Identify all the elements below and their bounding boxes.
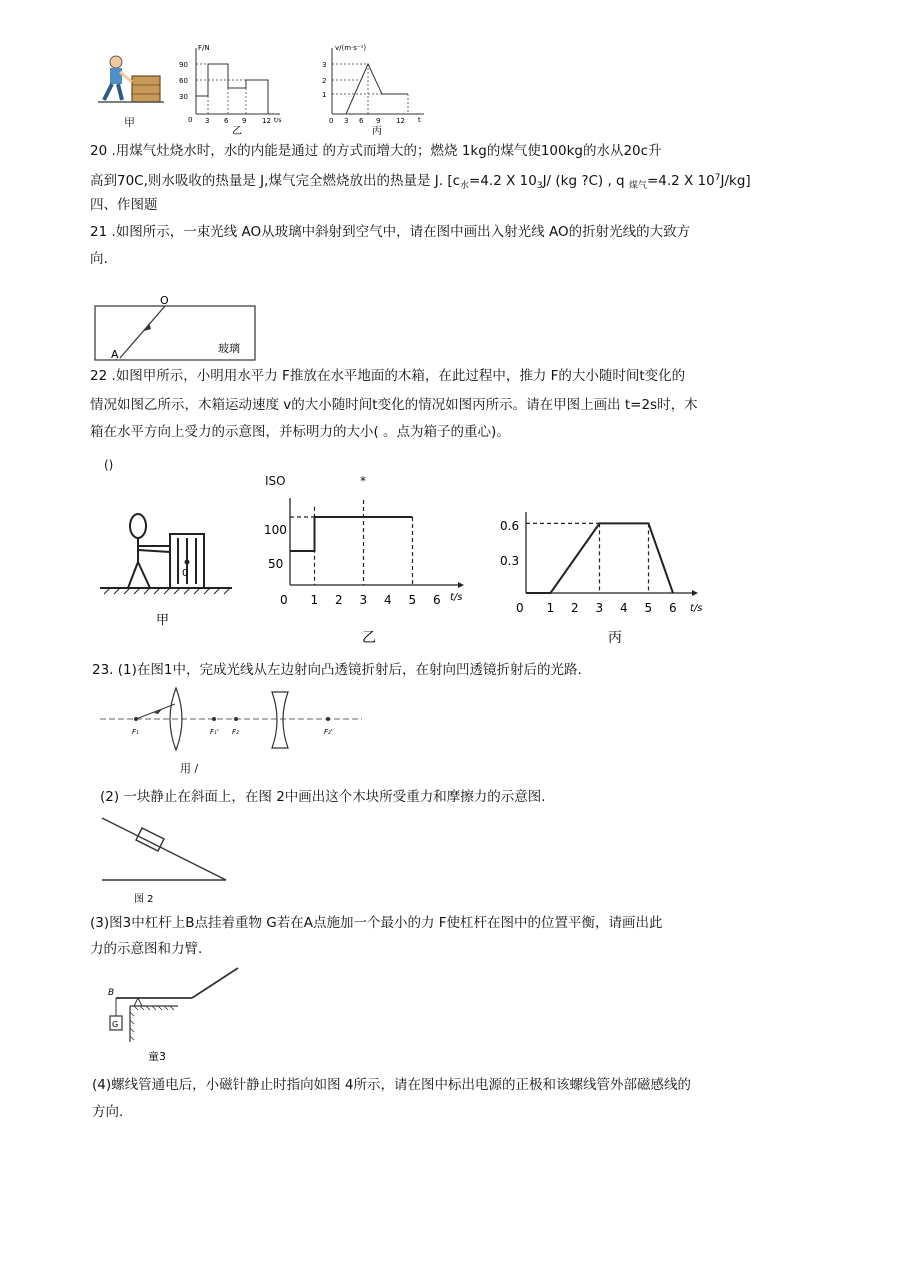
bing-xtick-3: 3 <box>595 601 604 615</box>
q22-figure-bing <box>496 508 726 658</box>
yi-small-xtick-6: 6 <box>224 117 229 125</box>
q22-caption-yi: 乙 <box>362 630 376 646</box>
yi-small-ytick-30: 30 <box>179 93 188 101</box>
lens-label-f2: F₂ <box>232 728 239 736</box>
section-heading: 四、作图题 <box>90 197 158 213</box>
bing-xtick-2: 2 <box>571 601 579 615</box>
bing-small-ytick-3: 3 <box>322 61 327 69</box>
top-figure-jia <box>96 50 166 130</box>
q23-part3-line2: 力的示意图和力臂. <box>90 941 203 957</box>
bing-small-xtick-12: 12 <box>396 117 405 125</box>
jia-caption: 甲 <box>124 116 135 129</box>
yi-ytick-100: 100 <box>264 523 287 537</box>
q23-figure1-caption: 用 / <box>180 762 199 775</box>
bing-small-xtick-3: 3 <box>344 117 349 125</box>
yi-xtick-6: 6 <box>433 593 441 607</box>
yi-small-xtick-9: 9 <box>242 117 247 125</box>
q22-line1: 22 .如图甲所示，小明用水平力 F推放在水平地面的木箱，在此过程中，推力 F的大小随时间t变化的 <box>90 368 686 384</box>
q21-line1: 21 .如图所示，一束光线 AO从玻璃中斜射到空气中，请在图中画出入射光线 AO的折射光线的大致方 <box>90 224 691 240</box>
yi-small-ylabel: F/N <box>198 44 210 52</box>
speed-time-chart <box>496 508 726 658</box>
speed-time-chart-small <box>318 42 438 137</box>
q22-caption-bing: 丙 <box>608 630 622 646</box>
q23-figure1-lenses <box>100 684 370 776</box>
yi-xtick-0: 0 <box>280 593 288 607</box>
bing-ytick-0.3: 0.3 <box>500 554 520 568</box>
yi-xtick-5: 5 <box>408 593 417 607</box>
lens-label-f1: F₁ <box>132 728 139 736</box>
q21-label-o: O <box>160 294 169 307</box>
bing-small-ylabel: v/(m·s⁻¹) <box>335 44 367 52</box>
q20-line2-a: 高到70C,则水吸收的热量是 J,煤气完全燃烧放出的热量是 J. [c <box>90 173 461 189</box>
yi-xtick-4: 4 <box>384 593 392 607</box>
bing-small-xlabel: t <box>418 116 421 124</box>
q23-figure3-lever <box>104 962 254 1066</box>
q21-line2: 向. <box>90 251 108 267</box>
lens-optics-diagram <box>100 684 370 776</box>
q20-line2-e: J/kg] <box>720 173 751 189</box>
yi-small-caption: 乙 <box>232 126 242 137</box>
bing-xunit: t/s <box>690 603 703 614</box>
person-box-diagram <box>96 508 236 628</box>
bing-xtick-5: 5 <box>644 601 653 615</box>
lever-label-b: B <box>108 988 115 998</box>
bing-small-xtick-0: 0 <box>329 117 334 125</box>
q22-paren: () <box>104 458 114 472</box>
q21-label-a: A <box>111 348 119 361</box>
top-figure-yi <box>178 42 288 137</box>
incline-caption: 图 2 <box>134 894 154 905</box>
yi-small-xtick-3: 3 <box>205 117 210 125</box>
q20-sub-gas: 煤气 <box>628 181 647 191</box>
q23-part3-line1: (3)图3中杠杆上B点挂着重物 G若在A点施加一个最小的力 F使杠杆在图中的位置平衡，请画出此 <box>90 915 663 931</box>
lever-diagram <box>104 962 254 1066</box>
bing-xtick-1: 1 <box>546 601 555 615</box>
q23-part4-line1: (4)螺线管通电后，小磁针静止时指向如图 4所示，请在图中标出电源的正极和该螺线管外部磁感线的 <box>92 1077 692 1093</box>
lever-label-g: G <box>112 1020 119 1029</box>
q22-star-label: * <box>360 474 366 488</box>
yi-small-ytick-90: 90 <box>179 61 188 69</box>
q20-line2-b: =4.2 X 10 <box>469 173 537 189</box>
q22-figure-jia <box>96 508 236 628</box>
yi-xtick-2: 2 <box>335 593 343 607</box>
yi-ytick-50: 50 <box>268 557 284 571</box>
bing-small-caption: 丙 <box>372 126 382 137</box>
yi-small-xtick-12: 12 <box>262 117 271 125</box>
q23-figure2-incline <box>100 814 240 906</box>
incline-block-diagram <box>100 814 240 906</box>
bing-small-xtick-6: 6 <box>359 117 364 125</box>
bing-ytick-0.6: 0.6 <box>500 519 520 533</box>
q20-sup-7: 7 <box>714 173 721 183</box>
q22-box-center-label: 0 <box>182 568 189 579</box>
force-time-chart <box>260 490 470 650</box>
q22-caption-jia: 甲 <box>156 613 170 628</box>
q20-sub-3: 3 <box>536 181 543 191</box>
yi-xtick-3: 3 <box>359 593 368 607</box>
bing-xtick-0: 0 <box>516 601 524 615</box>
q21-label-glass: 玻璃 <box>218 342 240 355</box>
yi-xunit: t/s <box>450 592 463 603</box>
yi-small-xlabel: t/s <box>274 117 282 124</box>
bing-small-ytick-2: 2 <box>322 77 327 85</box>
q23-part1: 23. (1)在图1中，完成光线从左边射向凸透镜折射后，在射向凹透镜折射后的光路. <box>92 662 582 678</box>
q20-line1: 20 .用煤气灶烧水时，水的内能是通过 的方式而增大的；燃烧 1kg的煤气使100kg的水从20c升 <box>90 143 662 159</box>
lens-label-f1-prime: F₁' <box>210 728 219 736</box>
lens-label-f2-prime: F₂' <box>324 728 333 736</box>
q22-line2: 情况如图乙所示，木箱运动速度 v的大小随时间t变化的情况如图丙所示。请在甲图上画出 t=2s时，木 <box>90 397 698 413</box>
q20-sub-water: 水 <box>460 181 470 191</box>
q23-part4-line2: 方向. <box>92 1104 124 1120</box>
bing-xtick-6: 6 <box>669 601 677 615</box>
q23-part2: (2) 一块静止在斜面上，在图 2中画出这个木块所受重力和摩擦力的示意图. <box>100 789 546 805</box>
yi-series-line <box>290 517 413 551</box>
q22-line3: 箱在水平方向上受力的示意图，并标明力的大小( 。点为箱子的重心)。 <box>90 424 510 440</box>
bing-xtick-4: 4 <box>620 601 628 615</box>
lever-caption: 童3 <box>148 1050 166 1063</box>
bing-small-xtick-9: 9 <box>376 117 381 125</box>
q20-line2 <box>90 169 751 195</box>
q20-line2-d: =4.2 X 10 <box>646 173 715 189</box>
q20-line2-c: J/ (kg ?C) , q <box>542 173 629 189</box>
yi-small-ytick-60: 60 <box>179 77 188 85</box>
q22-iso-label: ISO <box>265 474 286 488</box>
force-time-chart-small <box>178 42 288 137</box>
bing-small-ytick-1: 1 <box>322 91 327 99</box>
glass-block-diagram <box>92 292 262 364</box>
q21-glass-figure <box>92 292 262 364</box>
yi-small-origin: 0 <box>188 116 193 124</box>
q22-figure-yi <box>260 490 470 650</box>
yi-xtick-1: 1 <box>310 593 319 607</box>
top-figure-bing <box>318 42 438 137</box>
